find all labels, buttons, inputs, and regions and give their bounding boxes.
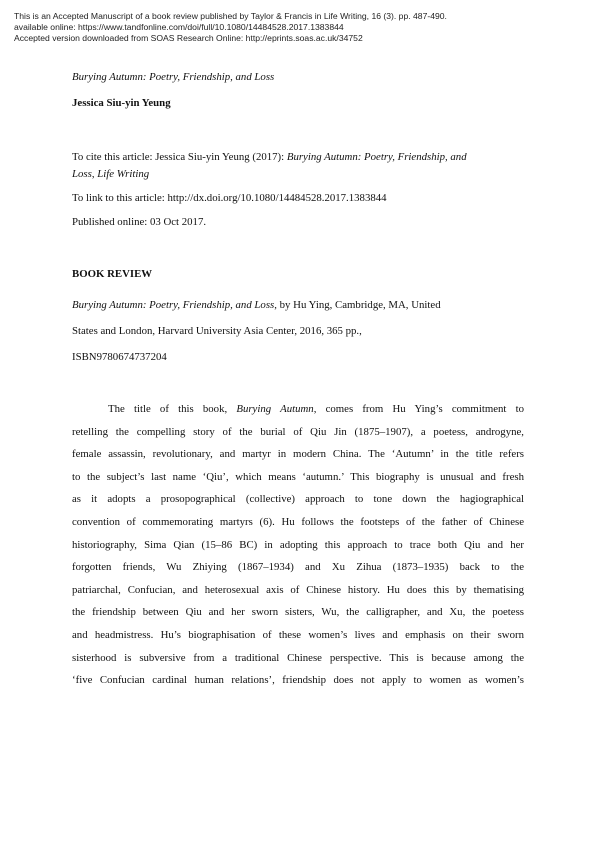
body-line-2: retelling the compelling story of the burial of Qiu Jin (1875–1907), a poetess, androgyne, [72, 425, 524, 438]
body-line-6: convention of commemorating martyrs (6). Hu follows the footsteps of the father of Chinese [72, 515, 524, 528]
body-line-5: as it adopts a prosopographical (collective) approach to tone down the hagiographical [72, 493, 524, 506]
body-line-3: female assassin, revolutionary, and martyr in modern China. The ‘Autumn’ in the title refers [72, 448, 524, 461]
review-ref-line-2: States and London, Harvard University Asia Center, 2016, 365 pp., [72, 325, 362, 337]
citation-separator: , [91, 168, 98, 180]
citation-prefix: To cite this article: Jessica Siu-yin Yeung (2017): [72, 151, 287, 163]
citation-line-2 [72, 166, 532, 183]
review-reference [72, 292, 532, 370]
article-title: Burying Autumn: Poetry, Friendship, and Loss [72, 71, 275, 83]
article-link[interactable]: To link to this article: http://dx.doi.org/10.1080/14484528.2017.1383844 [72, 192, 387, 204]
citation-book-title: Burying Autumn: Poetry, Friendship, and [286, 151, 467, 163]
header-note-line-2: available online: https://www.tandfonline.com/doi/full/10.1080/14484528.2017.1383844 [14, 22, 344, 32]
header-note-line-1: This is an Accepted Manuscript of a book review published by Taylor & Francis in Life Writing, 16 (3). pp. 487-490. [14, 11, 447, 21]
body-line-10: the friendship between Qiu and her sworn sisters, Wu, the calligrapher, and Xu, the poetess [72, 606, 524, 619]
body-line-8: forgotten friends, Wu Zhiying (1867–1934) and Xu Zihua (1873–1935) back to the [72, 561, 524, 574]
citation-line-1 [72, 149, 532, 166]
body-line-1-a: The title of this book, [108, 403, 237, 415]
body-line-12: sisterhood is subversive from a traditional Chinese perspective. This is because among the [72, 651, 524, 664]
citation-journal: Life Writing [97, 168, 150, 180]
citation-block [72, 149, 532, 231]
body-line-11: and headmistress. Hu’s biographisation of these women’s lives and emphasis on their sworn [72, 628, 524, 641]
review-ref-line-1 [72, 292, 532, 318]
body-line-7: historiography, Sima Qian (15–86 BC) in adopting this approach to trace both Qiu and her [72, 538, 524, 551]
published-date: Published online: 03 Oct 2017. [72, 216, 207, 228]
review-book-title: Burying Autumn: Poetry, Friendship, and Loss [72, 299, 275, 311]
section-heading: BOOK REVIEW [72, 268, 153, 280]
header-note-line-3: Accepted version downloaded from SOAS Research Online: http://eprints.soas.ac.uk/34752 [14, 33, 363, 43]
body-line-1-c: , comes from Hu Ying’s commitment to [313, 403, 524, 415]
review-ref-line-1-rest: , by Hu Ying, Cambridge, MA, United [274, 299, 441, 311]
citation-book-title-end: Loss [72, 168, 92, 180]
article-author: Jessica Siu-yin Yeung [72, 97, 171, 109]
body-book-title: Burying Autumn [236, 403, 314, 415]
review-ref-isbn: ISBN9780674737204 [72, 351, 167, 363]
body-line-1 [72, 398, 524, 421]
repository-header-note [14, 11, 447, 44]
body-paragraph [72, 398, 524, 692]
body-line-9: patriarchal, Confucian, and heterosexual axis of Chinese history. Hu does this by thematising [72, 583, 524, 596]
body-line-13: ‘five Confucian cardinal human relations’, friendship does not apply to women as women’s [72, 674, 524, 687]
body-line-4: to the subject’s last name ‘Qiu’, which means ‘autumn.’ This biography is unusual and fresh [72, 470, 524, 483]
